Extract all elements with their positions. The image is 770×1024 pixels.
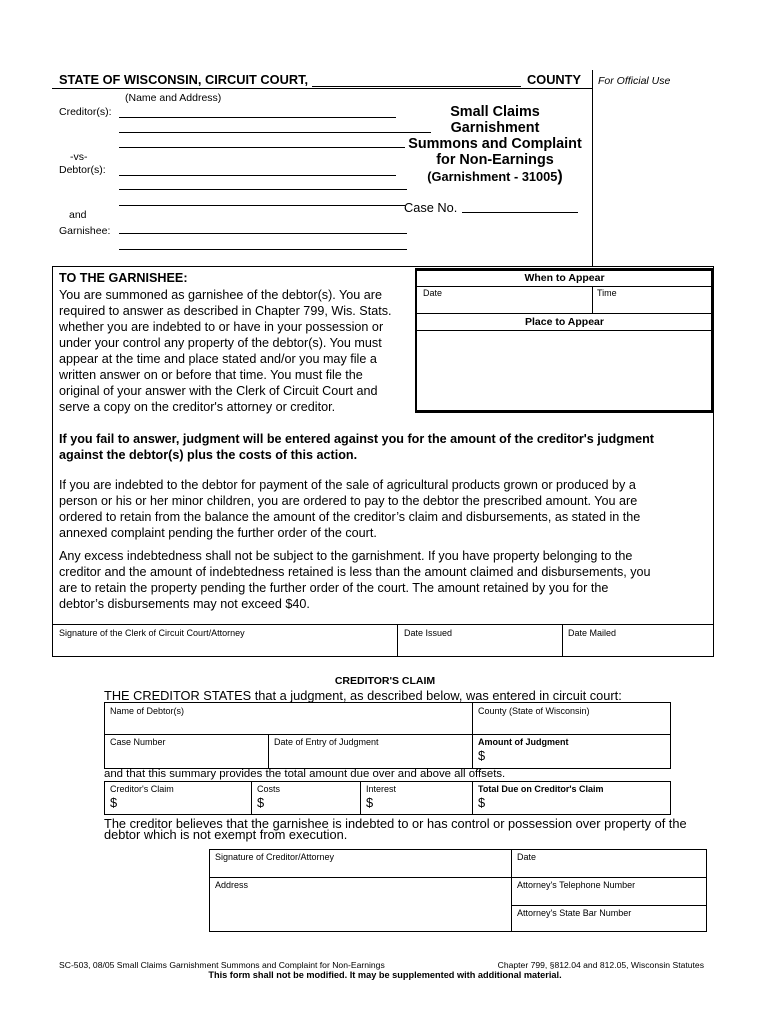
interest-dollar: $	[366, 795, 374, 810]
debtor-line-1[interactable]	[119, 175, 396, 176]
summons-line: required to answer as described in Chapter 799, Wis. Stats.	[59, 304, 392, 318]
amount-judgment-field[interactable]	[488, 748, 669, 767]
paragraph-line: annexed complaint pending the further order of the court.	[59, 526, 377, 540]
appear-date-label: Date	[423, 288, 443, 298]
title-line-5	[400, 169, 590, 185]
summons-line: You are summoned as garnishee of the debtor(s). You are	[59, 288, 382, 302]
date-mailed-label: Date Mailed	[568, 628, 617, 638]
sig-row-divider	[209, 877, 707, 878]
believes-line: debtor which is not exempt from execution.	[104, 827, 348, 842]
debtor-line-2[interactable]	[119, 189, 407, 190]
summons-line: under your control any property of the debtor(s). You must	[59, 336, 382, 350]
creditors-claim-field[interactable]	[120, 795, 249, 813]
creditors-claim-heading: CREDITOR'S CLAIM	[334, 675, 436, 687]
date-entry-label: Date of Entry of Judgment	[274, 737, 379, 747]
appear-time-field[interactable]	[594, 298, 710, 312]
attorney-phone-label: Attorney's Telephone Number	[517, 880, 636, 890]
when-to-appear-label: When to Appear	[524, 272, 605, 284]
address-field[interactable]	[211, 891, 509, 930]
creditors-claim-dollar: $	[110, 795, 118, 810]
case-number-field[interactable]	[106, 748, 266, 767]
case-no-line[interactable]	[462, 212, 578, 213]
date-entry-field[interactable]	[270, 748, 470, 767]
sig-date-field[interactable]	[513, 863, 705, 876]
believes-line: The creditor believes that the garnishee is indebted to or has control or possession over property of the	[104, 816, 687, 831]
garnishee-label: Garnishee:	[59, 225, 111, 237]
creditors-label: Creditor(s):	[59, 106, 112, 118]
paragraph-line: creditor and the amount of indebtedness retained is less than the amount claimed and disbursements, you	[59, 565, 651, 579]
statutes-reference: Chapter 799, §812.04 and 812.05, Wisconsin Statutes	[497, 960, 704, 970]
title-line-3: Summons and Complaint	[408, 136, 582, 152]
total-due-dollar: $	[478, 795, 486, 810]
date-time-divider	[592, 286, 593, 313]
judgment-col-divider-2	[268, 734, 269, 769]
totals-divider-3	[472, 781, 473, 815]
amount-judgment-label: Amount of Judgment	[478, 737, 569, 747]
date-issued-label: Date Issued	[404, 628, 453, 638]
creditors-claim-label: Creditor's Claim	[110, 784, 174, 794]
signature-divider-2	[562, 624, 563, 657]
excess-paragraph	[59, 548, 651, 612]
summons-line: written answer on or before that time. You must file the	[59, 368, 363, 382]
interest-label: Interest	[366, 784, 397, 794]
interest-field[interactable]	[376, 795, 470, 813]
header-rule	[52, 88, 593, 89]
judgment-col-divider	[472, 702, 473, 769]
case-number-label: Case Number	[110, 737, 166, 747]
creditor-believes-text	[104, 818, 687, 840]
default-warning	[59, 431, 654, 463]
signature-row-divider	[52, 624, 714, 625]
costs-dollar: $	[257, 795, 265, 810]
total-due-label: Total Due on Creditor's Claim	[478, 784, 604, 794]
creditor-line-3[interactable]	[119, 147, 405, 148]
clerk-signature-label: Signature of the Clerk of Circuit Court/Attorney	[59, 628, 245, 638]
paragraph-line: person or his or her minor children, you are ordered to pay to the debtor the prescribed amount. You are	[59, 494, 638, 508]
place-rule	[417, 330, 712, 331]
garnishment-code: (Garnishment - 31005	[427, 169, 558, 184]
garnishee-line-2[interactable]	[119, 249, 407, 250]
name-of-debtors-label: Name of Debtor(s)	[110, 706, 185, 716]
warning-line: If you fail to answer, judgment will be entered against you for the amount of the creditor's judgment	[59, 432, 654, 446]
summons-line: whether you are indebted to or have in your possession or	[59, 320, 384, 334]
appear-date-field[interactable]	[418, 298, 590, 312]
totals-divider-2	[360, 781, 361, 815]
clerk-signature-field[interactable]	[54, 639, 395, 655]
date-mailed-field[interactable]	[564, 639, 712, 655]
total-due-field[interactable]	[488, 795, 669, 813]
county-state-label: County (State of Wisconsin)	[478, 706, 590, 716]
county-state-field[interactable]	[474, 717, 669, 733]
creditor-line-1[interactable]	[119, 117, 396, 118]
summons-text	[59, 287, 392, 415]
when-rule	[417, 286, 712, 287]
debtors-label: Debtor(s):	[59, 164, 106, 176]
paragraph-line: debtor’s disbursements may not exceed $40.	[59, 597, 310, 611]
official-use-divider	[592, 70, 593, 266]
sig-date-label: Date	[517, 852, 537, 862]
name-address-hint: (Name and Address)	[125, 92, 222, 104]
attorney-phone-field[interactable]	[513, 891, 705, 904]
attorney-bar-field[interactable]	[513, 919, 705, 931]
paragraph-line: If you are indebted to the debtor for payment of the sale of agricultural products grown or produced by a	[59, 478, 636, 492]
summons-heading: TO THE GARNISHEE:	[59, 271, 188, 285]
debtor-line-3[interactable]	[119, 205, 405, 206]
date-issued-field[interactable]	[399, 639, 560, 655]
paragraph-line: ordered to retain from the balance the amount of the creditor’s claim and disbursements, as stated in the	[59, 510, 641, 524]
title-line-1: Small Claims	[450, 104, 540, 120]
judgment-row-divider	[104, 734, 671, 735]
and-label: and	[69, 209, 87, 221]
court-heading: STATE OF WISCONSIN, CIRCUIT COURT,	[59, 72, 309, 87]
paragraph-line: are to retain the property pending the further order of the court. The amount retained by you for the	[59, 581, 609, 595]
attorney-bar-label: Attorney's State Bar Number	[517, 908, 632, 918]
paragraph-line: Any excess indebtedness shall not be subject to the garnishment. If you have property belonging to the	[59, 549, 633, 563]
sig-col-divider	[511, 849, 512, 932]
signature-divider-1	[397, 624, 398, 657]
appear-time-label: Time	[597, 288, 617, 298]
name-of-debtors-field[interactable]	[106, 717, 470, 733]
warning-line: against the debtor(s) plus the costs of this action.	[59, 448, 358, 462]
summary-text: and that this summary provides the total amount due over and above all offsets.	[104, 768, 506, 780]
garnishee-line-1[interactable]	[119, 233, 407, 234]
title-line-2: Garnishment	[450, 120, 540, 136]
modification-notice: This form shall not be modified. It may be supplemented with additional material.	[208, 970, 562, 980]
summons-line: serve a copy on the creditor's attorney or creditor.	[59, 400, 336, 414]
creditor-states-text: THE CREDITOR STATES that a judgment, as described below, was entered in circuit court:	[104, 688, 622, 703]
county-label: COUNTY	[527, 72, 582, 87]
case-no-label: Case No.	[404, 200, 458, 215]
form-title	[400, 104, 590, 185]
summons-line: original of your answer with the Clerk of Circuit Court and	[59, 384, 378, 398]
amount-judgment-dollar: $	[478, 748, 486, 763]
place-field[interactable]	[418, 332, 710, 408]
official-use-label: For Official Use	[598, 75, 671, 87]
phone-bar-divider	[511, 905, 707, 906]
creditor-signature-field[interactable]	[211, 863, 509, 876]
garnishment-code-paren: )	[557, 168, 563, 185]
agricultural-paragraph	[59, 477, 640, 541]
title-line-4: for Non-Earnings	[436, 152, 554, 168]
totals-divider-1	[251, 781, 252, 815]
costs-field[interactable]	[267, 795, 358, 813]
creditor-signature-label: Signature of Creditor/Attorney	[215, 852, 335, 862]
county-name-line[interactable]	[312, 86, 521, 87]
place-to-appear-label: Place to Appear	[525, 316, 604, 328]
creditor-line-2[interactable]	[119, 132, 431, 133]
costs-label: Costs	[257, 784, 281, 794]
summons-line: appear at the time and place stated and/or you may file a	[59, 352, 377, 366]
address-label: Address	[215, 880, 249, 890]
form-id: SC-503, 08/05 Small Claims Garnishment Summons and Complaint for Non-Earnings	[59, 960, 385, 970]
vs-label: -vs-	[70, 151, 88, 163]
place-rule-top	[417, 313, 712, 314]
